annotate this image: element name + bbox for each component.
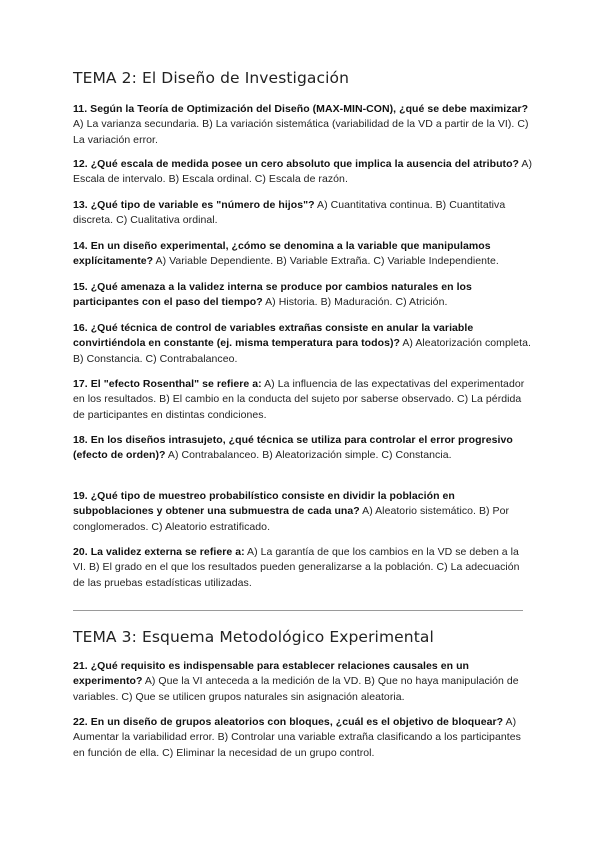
section-heading-tema-3: TEMA 3: Esquema Metodológico Experimental [73,628,434,646]
answer-options: A) Escala de intervalo. B) Escala ordinal. C) Escala de razón. [73,158,533,186]
answer-options: A) La influencia de las expectativas del experimentador en los resultados. B) El cambio en la conducta del sujeto por saberse observado. C) La pérdida de participantes en distintas condiciones. [73,378,525,421]
answer-options: A) Contrabalanceo. B) Aleatorización simple. C) Constancia. [167,449,452,462]
question-20 [73,545,533,591]
question-text: 19. ¿Qué tipo de muestreo probabilístico consiste en dividir la población en subpoblaciones y obtener una submuestra de cada una? [73,490,455,518]
question-11 [73,102,533,148]
answer-options: A) La varianza secundaria. B) La variación sistemática (variabilidad de la VD a partir de la VI). C) La variación error. [73,118,529,146]
question-text: 11. Según la Teoría de Optimización del Diseño (MAX-MIN-CON), ¿qué se debe maximizar? [73,103,529,115]
question-text: 16. ¿Qué técnica de control de variables extrañas consiste en anular la variable convirtiéndola en constante (ej. misma temperatura para todos)? [73,322,474,350]
question-text: 21. ¿Qué requisito es indispensable para establecer relaciones causales en un experimento? [73,660,470,688]
question-text: 12. ¿Qué escala de medida posee un cero absoluto que implica la ausencia del atributo? [73,158,520,170]
question-16 [73,321,533,367]
question-text: 17. El "efecto Rosenthal" se refiere a: [73,378,262,390]
answer-options: A) Aumentar la variabilidad error. B) Controlar una variable extraña clasificando a los participantes en función de ella. C) Eliminar la necesidad de un grupo control. [73,716,521,759]
answer-options: A) Variable Dependiente. B) Variable Extraña. C) Variable Independiente. [155,255,499,268]
question-12 [73,157,533,188]
answer-options: A) Historia. B) Maduración. C) Atrición. [265,296,448,309]
question-text: 13. ¿Qué tipo de variable es "número de hijos"? [73,199,315,211]
answer-options: A) Aleatorio sistemático. B) Por conglomerados. C) Aleatorio estratificado. [73,505,510,533]
question-text: 20. La validez externa se refiere a: [73,546,245,558]
question-text: 15. ¿Qué amenaza a la validez interna se produce por cambios naturales en los participantes con el paso del tiempo? [73,281,472,309]
question-13 [73,198,533,229]
answer-options: A) Cuantitativa continua. B) Cuantitativa discreta. C) Cualitativa ordinal. [73,199,506,227]
question-text: 18. En los diseños intrasujeto, ¿qué técnica se utiliza para controlar el error progresivo (efecto de orden)? [73,434,513,462]
question-text: 22. En un diseño de grupos aleatorios con bloques, ¿cuál es el objetivo de bloquear? [73,716,504,728]
section-heading-tema-2: TEMA 2: El Diseño de Investigación [73,69,350,87]
answer-options: A) Aleatorización completa. B) Constancia. C) Contrabalanceo. [73,337,531,365]
question-17 [73,377,533,423]
answer-options: A) Que la VI anteceda a la medición de la VD. B) Que no haya manipulación de variables. C) Que se utilicen grupos naturales sin asignación aleatoria. [73,675,519,703]
section-divider [73,610,523,611]
answer-options: A) La garantía de que los cambios en la VD se deben a la VI. B) El grado en el que los resultados pueden generalizarse a la población. C) La adecuación de las pruebas estadísticas utilizadas. [73,546,520,589]
question-text: 14. En un diseño experimental, ¿cómo se denomina a la variable que manipulamos explícitamente? [73,240,491,268]
question-15 [73,280,533,311]
question-18 [73,433,533,464]
question-19 [73,489,533,535]
question-22 [73,715,533,761]
question-14 [73,239,533,270]
question-21 [73,659,533,705]
